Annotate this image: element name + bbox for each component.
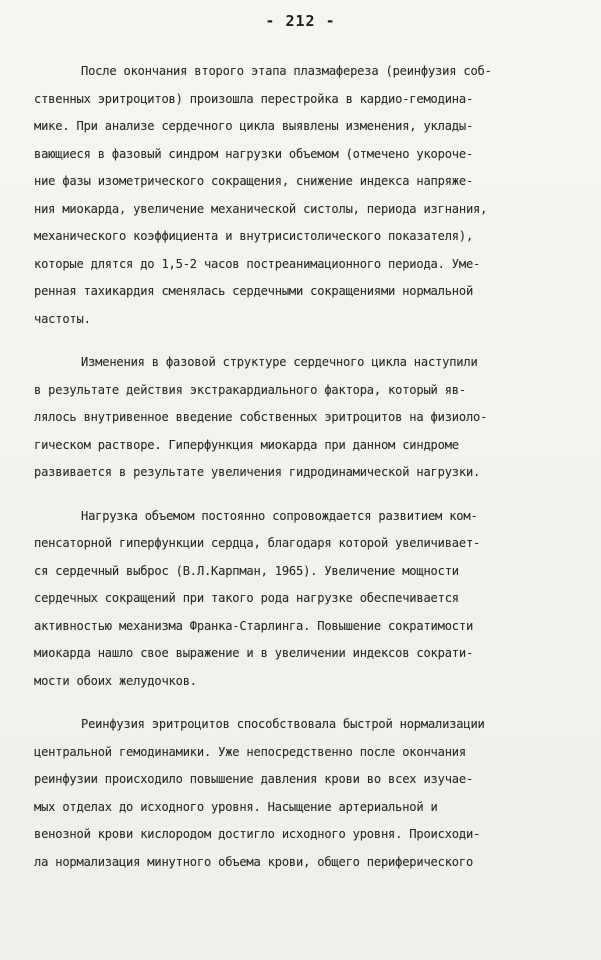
text-line: механического коэффициента и внутрисистолического показателя), — [34, 229, 474, 243]
text-line: Изменения в фазовой структуре сердечного цикла наступили — [81, 355, 478, 369]
text-line: ния миокарда, увеличение механической систолы, периода изгнания, — [34, 201, 488, 216]
text-line: развивается в результате увеличения гидродинамической нагрузки. — [34, 465, 481, 479]
text-line: ла нормализация минутного объема крови, общего периферического — [34, 854, 474, 869]
text-line: в результате действия экстракардиального фактора, который яв- — [34, 382, 466, 397]
paragraph-gap — [34, 487, 572, 503]
text-line: которые длятся до 1,5-2 часов постреанимационного периода. Уме- — [34, 256, 481, 271]
text-line: миокарда нашло свое выражение и в увеличении индексов сократи- — [34, 646, 474, 660]
paragraph-1 — [34, 58, 572, 333]
text-line: частоты. — [34, 311, 91, 326]
text-line: Реинфузия эритроцитов способствовала быстрой нормализации — [81, 717, 485, 731]
text-line: мике. При анализе сердечного цикла выявлены изменения, уклады- — [34, 119, 474, 133]
paragraph-gap — [34, 695, 572, 711]
text-line: реинфузии происходило повышение давления крови во всех изучае- — [34, 772, 474, 786]
text-line: мости обоих желудочков. — [34, 673, 197, 688]
text-line: ренная тахикардия сменялась сердечными сокращениями нормальной — [34, 284, 474, 298]
text-line: сердечных сокращений при такого рода нагрузке обеспечивается — [34, 591, 459, 605]
page-number: - 212 - — [265, 12, 336, 30]
text-line: Нагрузка объемом постоянно сопровождается развитием ком- — [81, 508, 478, 523]
text-line: активностью механизма Франка-Старлинга. Повышение сократимости — [34, 618, 474, 633]
text-line: ственных эритроцитов) произошла перестройка в кардио-гемодина- — [34, 91, 474, 106]
text-line: ся сердечный выброс (В.Л.Карпман, 1965). Увеличение мощности — [34, 563, 459, 578]
paragraph-gap — [34, 333, 572, 349]
paragraph-3 — [34, 503, 572, 696]
body-text — [34, 58, 572, 876]
text-line: пенсаторной гиперфункции сердца, благодаря которой увеличивает- — [34, 536, 481, 550]
text-line: венозной крови кислородом достигло исходного уровня. Происходи- — [34, 827, 481, 841]
paragraph-2 — [34, 349, 572, 487]
text-line: гическом растворе. Гиперфункция миокарда при данном синдроме — [34, 437, 459, 452]
text-line: вающиеся в фазовый синдром нагрузки объемом (отмечено укороче- — [34, 146, 474, 161]
text-line: ние фазы изометрического сокращения, снижение индекса напряже- — [34, 174, 474, 188]
text-line: лялось внутривенное введение собственных эритроцитов на физиоло- — [34, 410, 488, 424]
paragraph-4 — [34, 711, 572, 876]
text-line: мых отделах до исходного уровня. Насыщение артериальной и — [34, 799, 438, 814]
text-line: После окончания второго этапа плазмафереза (реинфузия соб- — [81, 64, 492, 78]
text-line: центральной гемодинамики. Уже непосредственно после окончания — [34, 744, 466, 759]
